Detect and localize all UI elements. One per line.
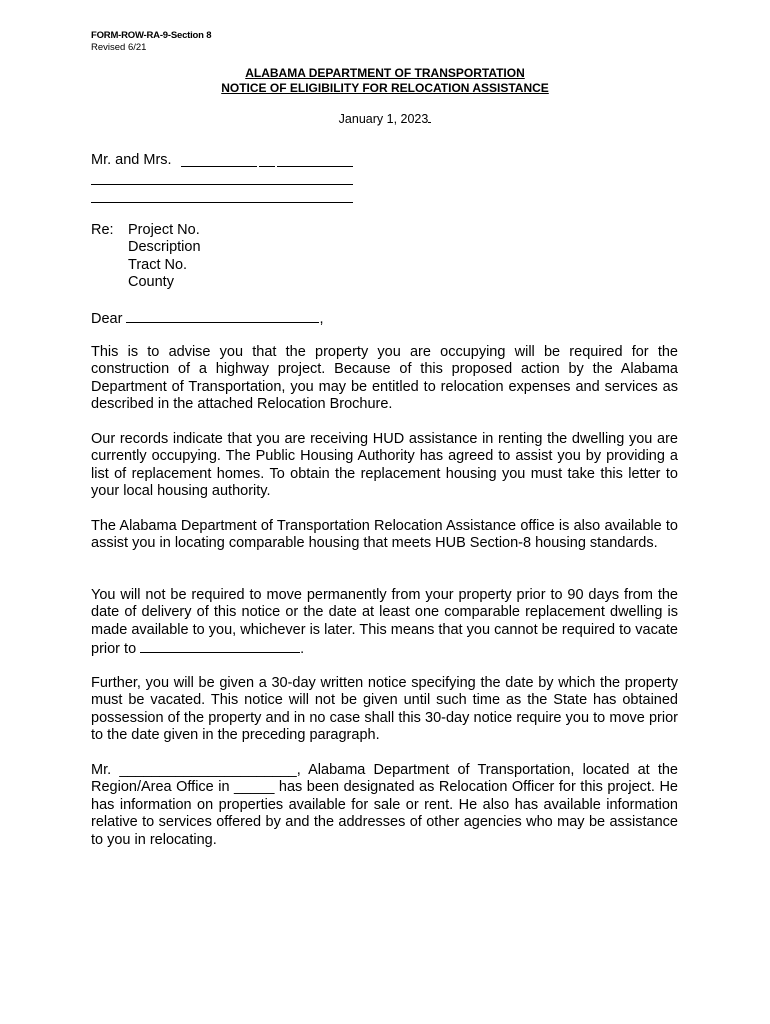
paragraph-4-end: .	[300, 641, 305, 658]
revised-date: Revised 6/21	[91, 42, 147, 53]
dear-comma: ,	[319, 311, 324, 327]
addressee-salutation: Mr. and Mrs.	[91, 152, 172, 168]
dear-line	[91, 309, 324, 328]
vacate-date-field[interactable]	[140, 639, 300, 653]
paragraph-3: The Alabama Department of Transportation Relocation Assistance office is also available to assist you in locating comparable housing that meets HUB Section-8 housing standards.	[91, 518, 678, 552]
form-id: FORM-ROW-RA-9-Section 8	[91, 30, 212, 41]
re-item-project: Project No.	[128, 222, 200, 238]
agency-title: ALABAMA DEPARTMENT OF TRANSPORTATION	[245, 66, 525, 80]
re-item-county: County	[128, 274, 174, 291]
address-line-2[interactable]	[91, 202, 353, 203]
re-items	[128, 222, 201, 292]
letter-date-text: January 1, 2023	[338, 112, 429, 126]
address-line-1[interactable]	[91, 184, 353, 185]
paragraph-2: Our records indicate that you are receiving HUD assistance in renting the dwelling you are currently occupying. The Public Housing Authority has agreed to assist you by providing a list of replacement homes. To obtain the replacement housing you must take this letter to your local housing authority.	[91, 431, 678, 500]
re-label: Re:	[91, 222, 114, 238]
paragraph-4	[91, 587, 678, 659]
addressee-name-field-2[interactable]	[259, 166, 275, 167]
addressee-name-field-1[interactable]	[181, 166, 257, 167]
dear-label: Dear	[91, 311, 123, 327]
paragraph-4-text: You will not be required to move permanently from your property prior to 90 days from the date of delivery of this notice or the date at least one comparable replacement dwelling is made available to you, whichever is later. This means that you cannot be required to vacate prior to	[91, 587, 678, 658]
notice-title: NOTICE OF ELIGIBILITY FOR RELOCATION ASSISTANCE	[221, 81, 549, 95]
re-item-tract: Tract No.	[128, 256, 188, 273]
paragraph-5: Further, you will be given a 30-day written notice specifying the date by which the property must be vacated. This notice will not be given until such time as the State has obtained possession of the property and in no case shall this 30-day notice require you to move prior to the date given in the preceding paragraph.	[91, 675, 678, 744]
paragraph-6: Mr. ______________________, Alabama Department of Transportation, located at the Region/Area Office in _____ has been designated as Relocation Officer for this project. He has information on properties available for sale or rent. He also has available information relative to services offered by and the addresses of other agencies who may be assistance to you in relocating.	[91, 762, 678, 848]
re-item-description: Description	[128, 239, 201, 256]
dear-name-field[interactable]	[126, 309, 319, 323]
letter-date	[0, 110, 770, 126]
paragraph-1: This is to advise you that the property you are occupying will be required for the construction of a highway project. Because of this proposed action by the Alabama Department of Transportation, you may be entitled to relocation expenses and services as described in the attached Relocation Brochure.	[91, 344, 678, 413]
addressee-name-field-3[interactable]	[277, 166, 353, 167]
